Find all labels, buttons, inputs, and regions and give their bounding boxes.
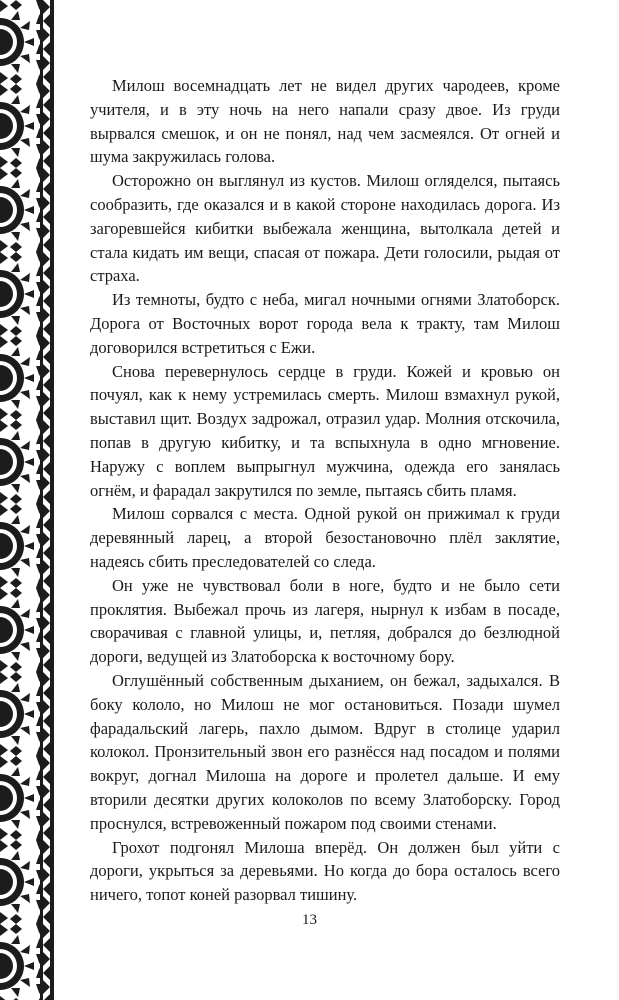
paragraph: Грохот подгонял Милоша вперёд. Он должен был уйти с дороги, укрыться за деревьями. Но когда до бора осталось всего ничего, топот коней разорвал тишину. (90, 837, 560, 905)
page-number: 13 (302, 912, 317, 928)
paragraph: Он уже не чувствовал боли в ноге, будто и не было сети проклятия. Выбежал прочь из лагеря, нырнул к избам в посаде, сворачивая с главной улицы, и, петляя, добрался до безлюдной дороги, ведущей из Златоборска к восточному бору. (90, 575, 560, 667)
paragraph: Снова перевернулось сердце в груди. Кожей и кровью он почуял, как к нему устремилась смерть. Милош взмахнул рукой, выставил щит. Воздух задрожал, отразил удар. Молния отскочила, попав в другую кибитку, и та вспыхнула в одно мгновение. Наружу с воплем выпрыгнул мужчина, одежда его занялась огнём, и фарадал закрутился по земле, пытаясь сбить пламя. (90, 361, 560, 500)
paragraph: Оглушённый собственным дыханием, он бежал, задыхался. В боку кололо, но Милош не мог остановиться. Позади шумел фарадальский лагерь, пахло дымом. Вдруг в столице ударил колокол. Пронзительный звон его разнёсся над посадом и полями вокруг, догнал Милоша на дороге и пролетел дальше. И ему вторили десятки других колоколов по всему Златоборску. Город проснулся, встревоженный пожаром под своими стенами. (90, 670, 560, 833)
decorative-border (0, 0, 54, 1000)
paragraph: Осторожно он выглянул из кустов. Милош огляделся, пытаясь сообразить, где оказался и в какой стороне находилась дорога. Из загоревшейся кибитки выбежала женщина, вытолкала детей и стала кидать им вещи, спасая от пожара. Дети голосили, рыдая от страха. (90, 171, 560, 286)
paragraph: Из темноты, будто с неба, мигал ночными огнями Златоборск. Дорога от Восточных ворот города вела к тракту, там Милош договорился встретиться с Ежи. (90, 290, 560, 357)
body-text (90, 74, 560, 907)
paragraph: Милош сорвался с места. Одной рукой он прижимал к груди деревянный ларец, а второй безостановочно плёл заклятие, надеясь сбить преследователей со следа. (90, 504, 560, 571)
paragraph: Милош восемнадцать лет не видел других чародеев, кроме учителя, и в эту ночь на него напали сразу двое. Из груди вырвался смешок, и он не понял, над чем засмеялся. От огней и шума закружилась голова. (90, 76, 560, 167)
